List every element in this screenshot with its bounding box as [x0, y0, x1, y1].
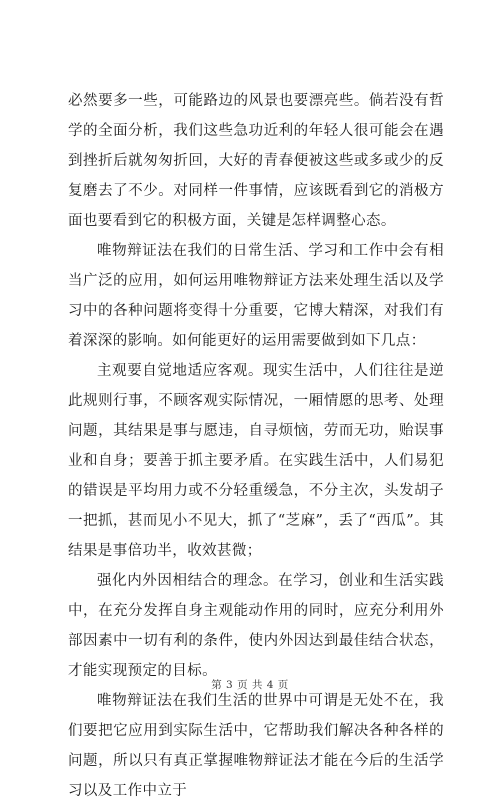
- paragraph-5: 唯物辩证法在我们生活的世界中可谓是无处不在，我们要把它应用到实际生活中，它帮助我们解决各种各样的问题，所以只有真正掌握唯物辩证法才能在今后的生活学习以及工作中立于: [68, 693, 444, 799]
- paragraph-1: 必然要多一些，可能路边的风景也要漂亮些。倘若没有哲学的全面分析，我们这些急功近利的年轻人很可能会在遇到挫折后就匆匆折回，大好的青春便被这些或多或少的反复磨去了不少。对同样一件事情，应该既看到它的消极方面也要看到它的积极方面，关键是怎样调整心态。: [68, 93, 444, 229]
- paragraph-3: 主观要自觉地适应客观。现实生活中，人们往往是逆此规则行事，不顾客观实际情况，一厢情愿的思考、处理问题，其结果是事与愿违，自寻烦恼，劳而无功，贻误事业和自身；要善于抓主要矛盾。在实践生活中，人们易犯的错误是平均用力或不分轻重缓急，不分主次，头发胡子一把抓，甚而见小不见大，抓了“芝麻”，丢了“西瓜”。其结果是事倍功半，收效甚微；: [68, 363, 444, 559]
- document-body: [68, 86, 444, 806]
- page-number-footer: 第 3 页 共 4 页: [211, 679, 289, 691]
- paragraph-2: 唯物辩证法在我们的日常生活、学习和工作中会有相当广泛的应用，如何运用唯物辩证方法来处理生活以及学习中的各种问题将变得十分重要，它博大精深，对我们有着深深的影响。如何能更好的运用需要做到如下几点：: [68, 243, 444, 349]
- paragraph-4: 强化内外因相结合的理念。在学习，创业和生活实践中，在充分发挥自身主观能动作用的同时，应充分利用外部因素中一切有利的条件，使内外因达到最佳结合状态，才能实现预定的目标。: [68, 573, 444, 679]
